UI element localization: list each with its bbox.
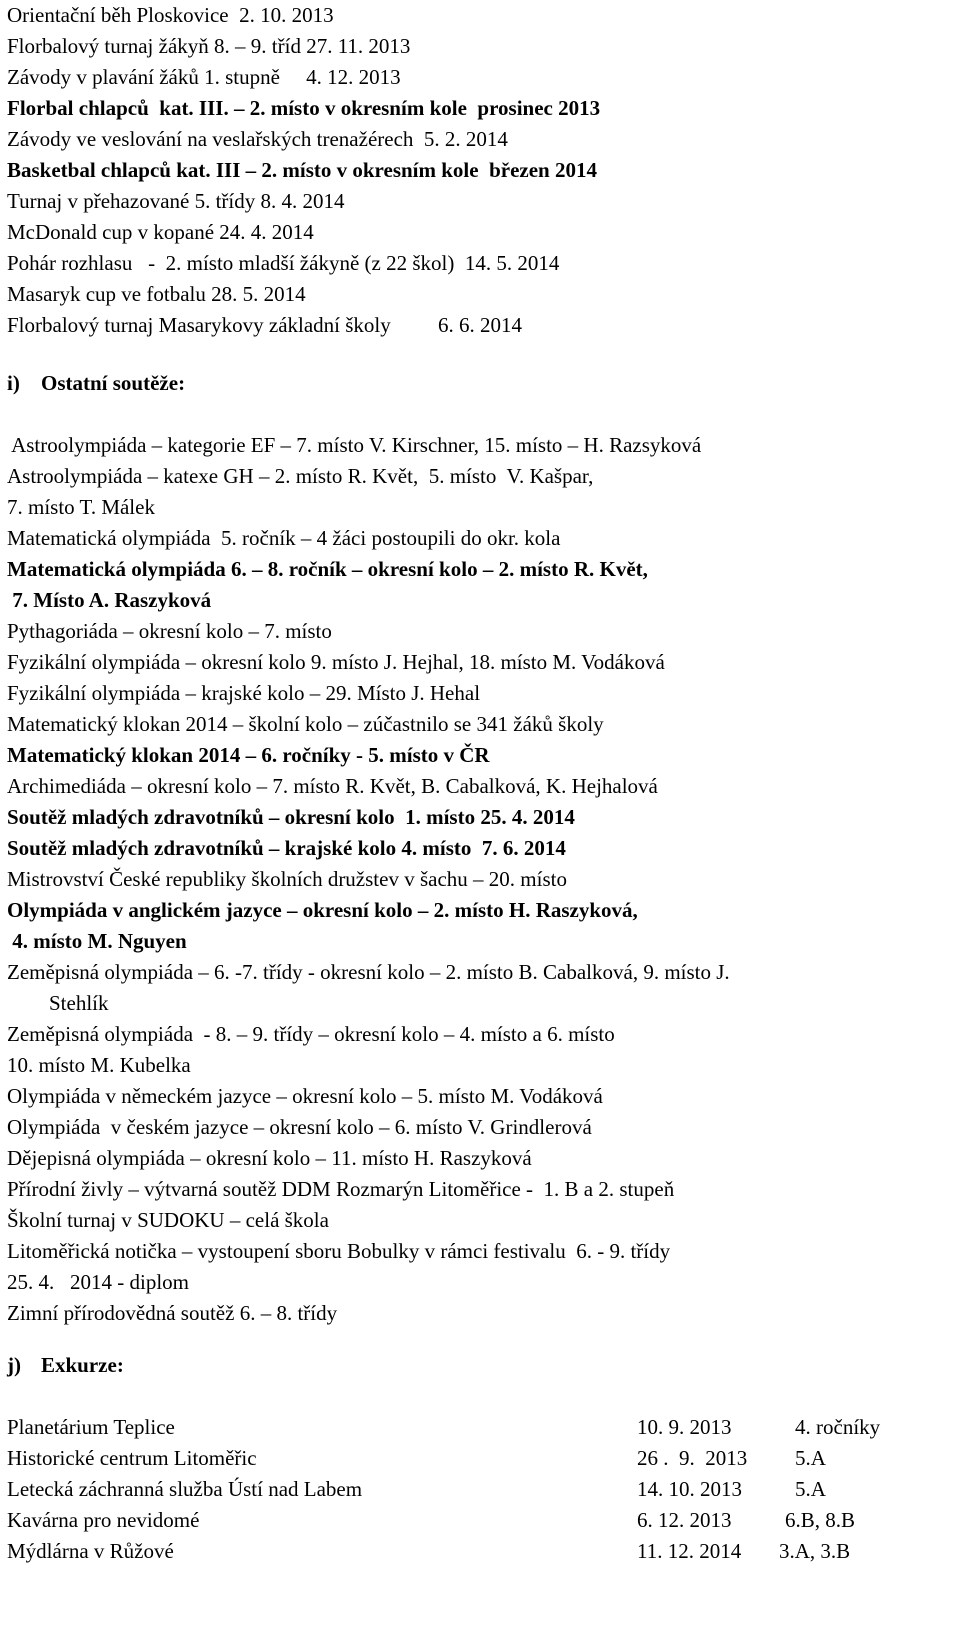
contest-line: Dějepisná olympiáda – okresní kolo – 11. místo H. Raszyková [7, 1146, 532, 1170]
excursion-name: Planetárium Teplice [7, 1415, 175, 1439]
excursion-date: 14. 10. 2013 [637, 1477, 742, 1501]
sport-event-line: Pohár rozhlasu - 2. místo mladší žákyně (z 22 škol) 14. 5. 2014 [7, 251, 560, 275]
section-marker: i) [7, 371, 20, 395]
section-heading-excursions [7, 1350, 124, 1381]
contest-line: Archimediáda – okresní kolo – 7. místo R. Květ, B. Cabalková, K. Hejhalová [7, 774, 658, 798]
contest-line: Matematická olympiáda 5. ročník – 4 žáci postoupili do okr. kola [7, 526, 561, 550]
contest-line: 4. místo M. Nguyen [7, 929, 187, 953]
excursion-class: 5.A [795, 1446, 826, 1470]
contest-line: Astroolympiáda – kategorie EF – 7. místo V. Kirschner, 15. místo – H. Razsyková [7, 433, 702, 457]
sport-event-line: McDonald cup v kopané 24. 4. 2014 [7, 220, 314, 244]
sport-event-line: Orientační běh Ploskovice 2. 10. 2013 [7, 3, 334, 27]
contest-line: Fyzikální olympiáda – krajské kolo – 29. Místo J. Hehal [7, 681, 481, 705]
contest-line: Matematický klokan 2014 – 6. ročníky - 5. místo v ČR [7, 743, 490, 767]
section-marker: j) [7, 1353, 21, 1377]
excursion-date: 26 . 9. 2013 [637, 1446, 748, 1470]
contest-line: Matematická olympiáda 6. – 8. ročník – okresní kolo – 2. místo R. Květ, [7, 557, 648, 581]
section-heading-other-contests [7, 368, 185, 399]
contest-line: Olympiáda v českém jazyce – okresní kolo – 6. místo V. Grindlerová [7, 1115, 592, 1139]
contest-line: 25. 4. 2014 - diplom [7, 1270, 189, 1294]
excursion-name: Letecká záchranná služba Ústí nad Labem [7, 1477, 363, 1501]
contest-line: Matematický klokan 2014 – školní kolo – zúčastnilo se 341 žáků školy [7, 712, 604, 736]
contest-line: Zeměpisná olympiáda - 8. – 9. třídy – okresní kolo – 4. místo a 6. místo [7, 1022, 615, 1046]
sport-event-line: Basketbal chlapců kat. III – 2. místo v okresním kole březen 2014 [7, 158, 597, 182]
excursion-name: Kavárna pro nevidomé [7, 1508, 200, 1532]
contest-line: Stehlík [7, 991, 109, 1015]
contest-line: Fyzikální olympiáda – okresní kolo 9. místo J. Hejhal, 18. místo M. Vodáková [7, 650, 665, 674]
sport-event-line: Florbalový turnaj žákyň 8. – 9. tříd 27. 11. 2013 [7, 34, 411, 58]
section-title: Exkurze: [41, 1353, 124, 1377]
contest-line: 10. místo M. Kubelka [7, 1053, 191, 1077]
sport-event-line: Masaryk cup ve fotbalu 28. 5. 2014 [7, 282, 306, 306]
sports-events-list [7, 0, 600, 341]
contest-line: Olympiáda v anglickém jazyce – okresní kolo – 2. místo H. Raszyková, [7, 898, 638, 922]
contest-line: Olympiáda v německém jazyce – okresní kolo – 5. místo M. Vodáková [7, 1084, 603, 1108]
contest-line: Litoměřická notička – vystoupení sboru Bobulky v rámci festivalu 6. - 9. třídy [7, 1239, 671, 1263]
excursion-class: 3.A, 3.B [779, 1539, 851, 1563]
excursion-date: 10. 9. 2013 [637, 1415, 732, 1439]
contest-line: Zimní přírodovědná soutěž 6. – 8. třídy [7, 1301, 338, 1325]
contest-line: Pythagoriáda – okresní kolo – 7. místo [7, 619, 332, 643]
sport-event-line: Turnaj v přehazované 5. třídy 8. 4. 2014 [7, 189, 345, 213]
section-title: Ostatní soutěže: [41, 371, 186, 395]
contest-line: 7. Místo A. Raszyková [7, 588, 212, 612]
contest-line: Astroolympiáda – katexe GH – 2. místo R. Květ, 5. místo V. Kašpar, [7, 464, 594, 488]
excursion-date: 6. 12. 2013 [637, 1508, 732, 1532]
contest-line: Mistrovství České republiky školních družstev v šachu – 20. místo [7, 867, 567, 891]
contest-line: Soutěž mladých zdravotníků – krajské kolo 4. místo 7. 6. 2014 [7, 836, 566, 860]
sport-event-line: Závody v plavání žáků 1. stupně 4. 12. 2013 [7, 65, 401, 89]
contest-line: Soutěž mladých zdravotníků – okresní kolo 1. místo 25. 4. 2014 [7, 805, 575, 829]
contest-line: 7. místo T. Málek [7, 495, 155, 519]
excursion-class: 6.B, 8.B [785, 1508, 856, 1532]
contest-line: Přírodní živly – výtvarná soutěž DDM Rozmarýn Litoměřice - 1. B a 2. stupeň [7, 1177, 675, 1201]
contest-line: Zeměpisná olympiáda – 6. -7. třídy - okresní kolo – 2. místo B. Cabalková, 9. místo J. [7, 960, 730, 984]
excursion-date: 11. 12. 2014 [637, 1539, 742, 1563]
contests-list [7, 430, 730, 1329]
excursion-class: 5.A [795, 1477, 826, 1501]
sport-event-line: Florbalový turnaj Masarykovy základní školy 6. 6. 2014 [7, 313, 523, 337]
excursion-name: Historické centrum Litoměřic [7, 1446, 257, 1470]
excursion-class: 4. ročníky [795, 1415, 881, 1439]
sport-event-line: Florbal chlapců kat. III. – 2. místo v okresním kole prosinec 2013 [7, 96, 601, 120]
excursion-name: Mýdlárna v Růžové [7, 1539, 174, 1563]
sport-event-line: Závody ve veslování na veslařských trenažérech 5. 2. 2014 [7, 127, 508, 151]
contest-line: Školní turnaj v SUDOKU – celá škola [7, 1208, 329, 1232]
